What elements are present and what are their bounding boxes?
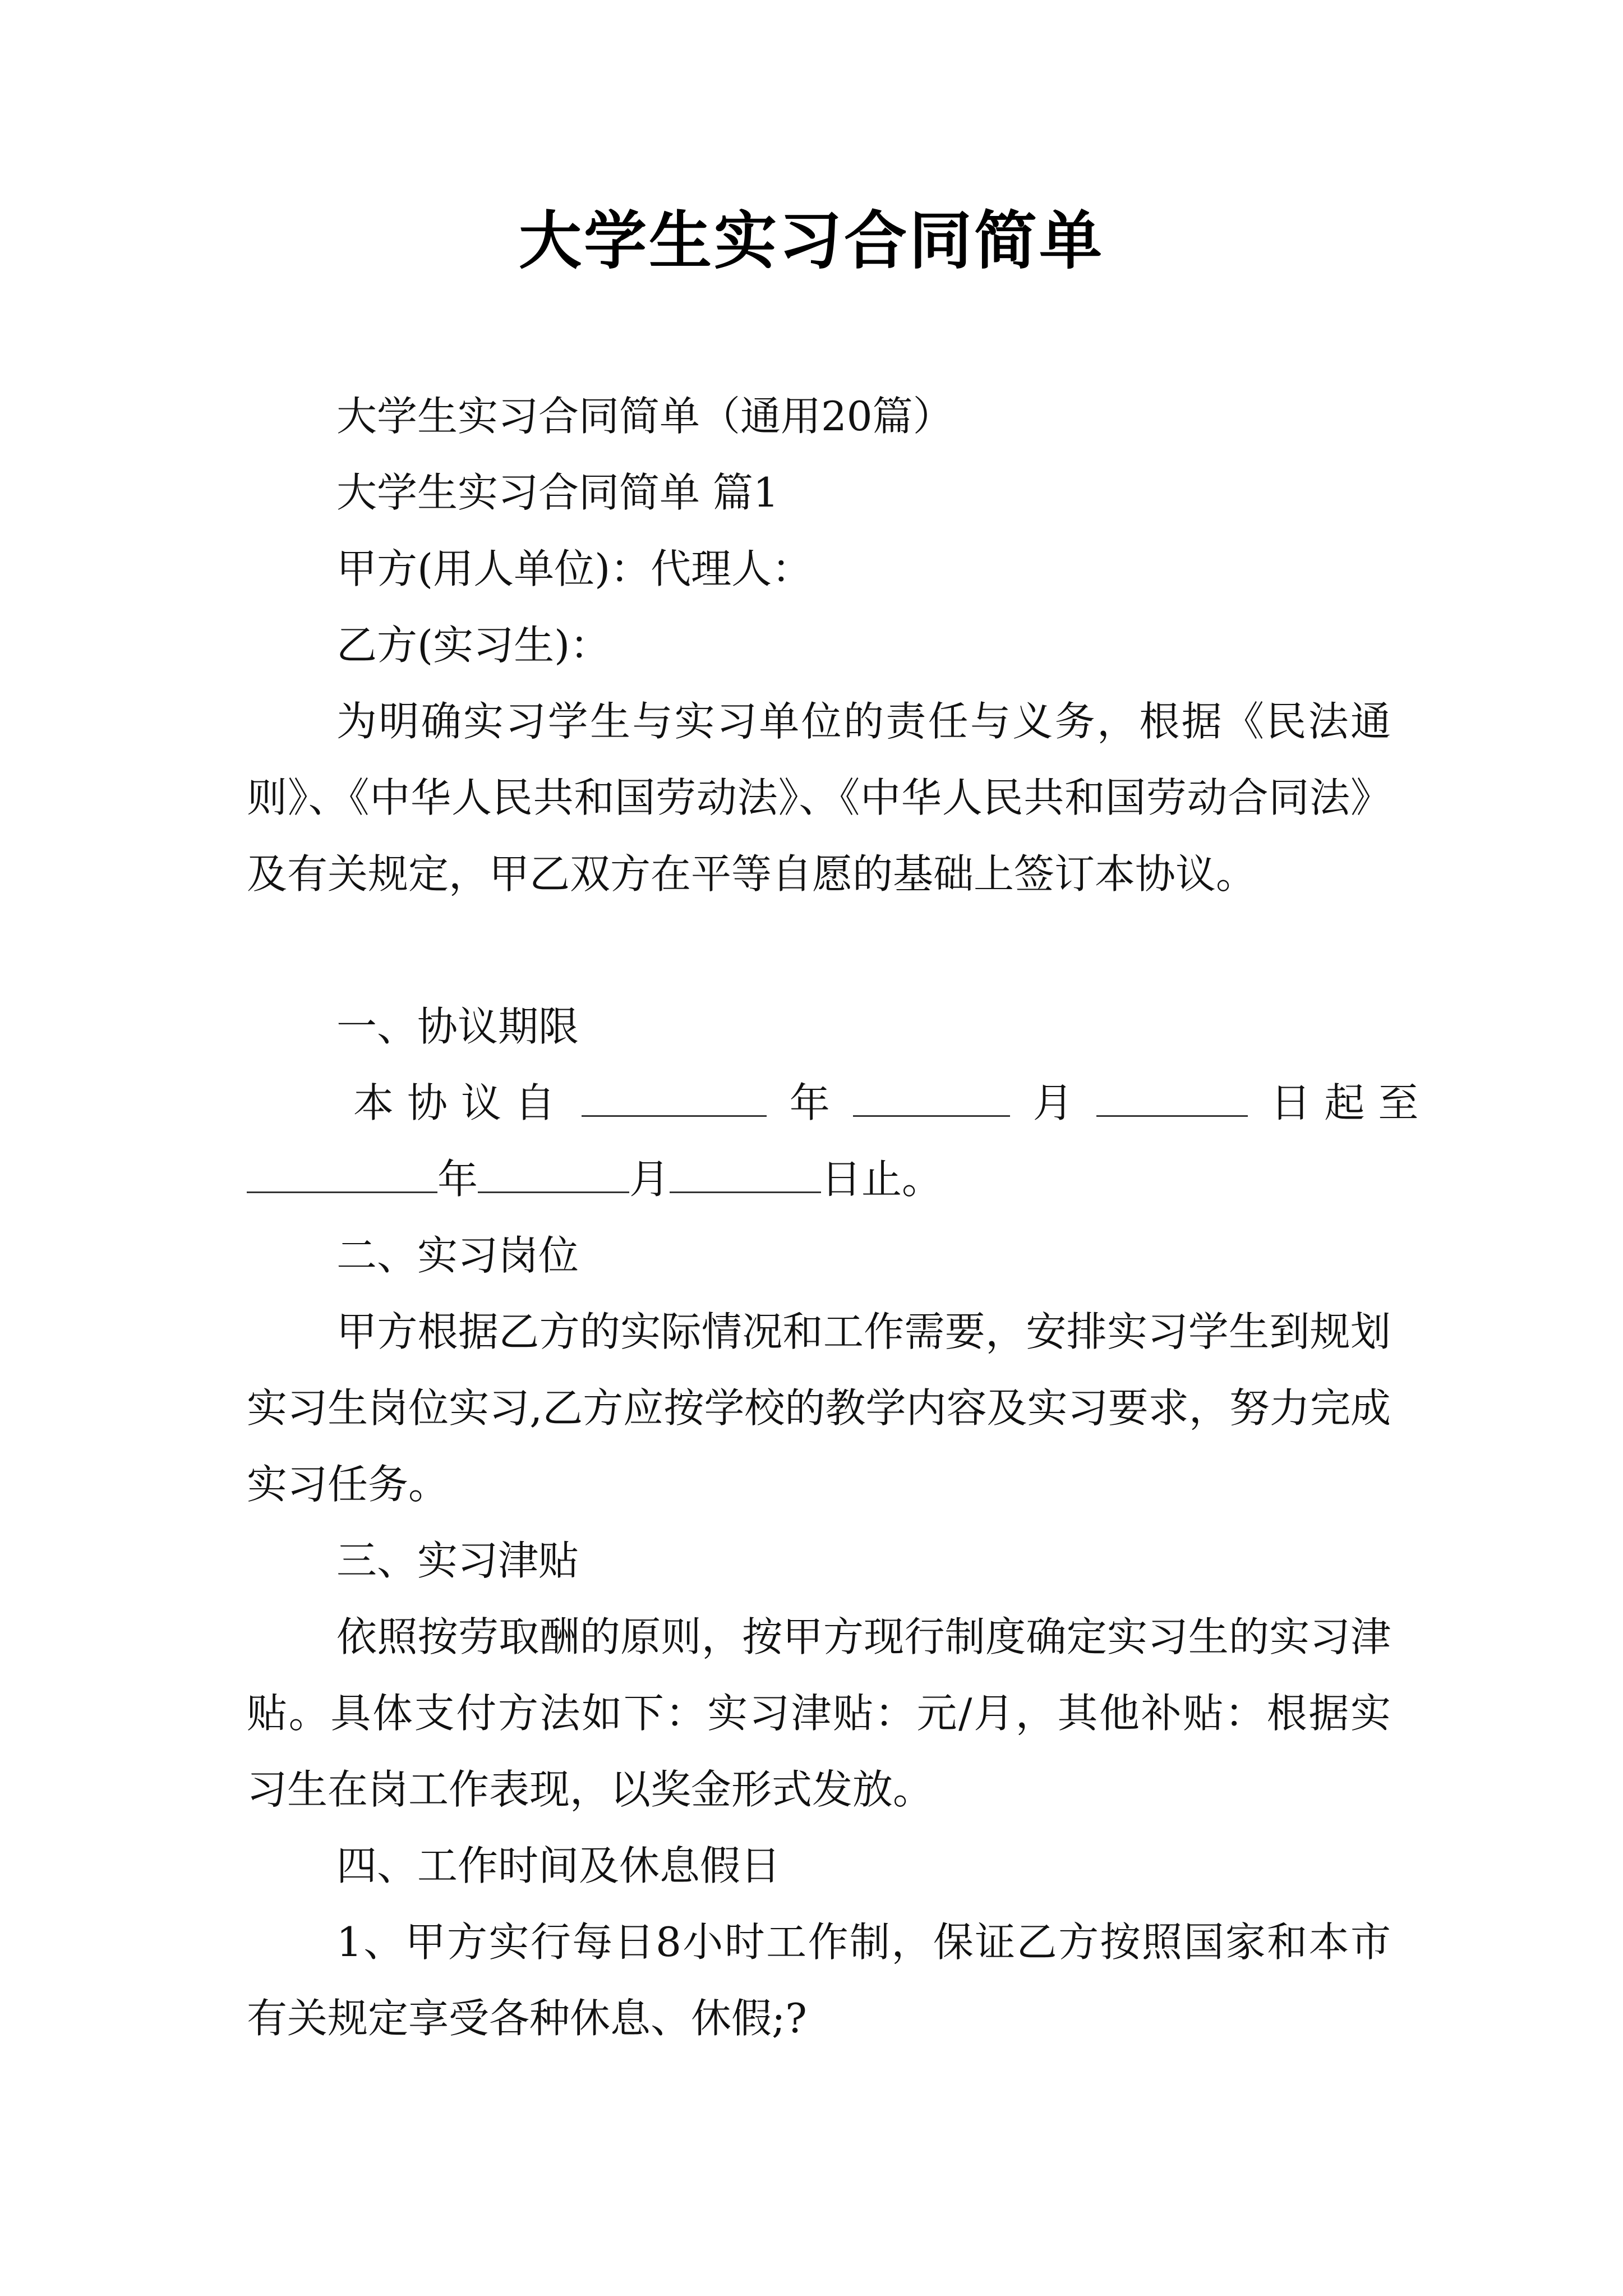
start-year-blank[interactable] (582, 1073, 767, 1117)
term-line-1 (353, 1065, 1432, 1141)
section3-heading: 三、实习津贴 (336, 1537, 579, 1584)
start-day-blank[interactable] (1096, 1073, 1248, 1117)
term-text-end-month: 月 (629, 1156, 670, 1203)
intro-paragraph: 为明确实习学生与实习单位的责任与义务，根据《民法通则》、《中华人民共和国劳动法》、《中华人民共和国劳动合同法》及有关规定，甲乙双方在平等自愿的基础上签订本协议。 (247, 698, 1391, 898)
section1-heading: 一、协议期限 (336, 1003, 579, 1050)
party-b-line: 乙方(实习生)： (336, 622, 611, 669)
term-text-end: 日止。 (821, 1156, 943, 1203)
end-month-blank[interactable] (478, 1149, 629, 1193)
end-day-blank[interactable] (670, 1149, 821, 1193)
part-heading: 大学生实习合同简单 篇1 (336, 469, 779, 516)
term-text-from: 本协议自 (353, 1079, 569, 1126)
term-text-year: 年 (789, 1079, 830, 1126)
term-text-until: 日起至 (1270, 1079, 1432, 1126)
party-a-line: 甲方(用人单位)：代理人： (336, 545, 813, 592)
term-text-month: 月 (1032, 1079, 1073, 1126)
term-line-2 (247, 1141, 1391, 1217)
term-text-end-year: 年 (437, 1156, 478, 1203)
document-title: 大学生实习合同简单 (519, 204, 1104, 278)
section4-item1: 1、甲方实行每日8小时工作制，保证乙方按照国家和本市有关规定享受各种休息、休假;? (247, 1918, 1391, 2042)
end-year-blank[interactable] (247, 1149, 437, 1193)
document-subtitle: 大学生实习合同简单（通用20篇） (336, 393, 953, 440)
section3-body: 依照按劳取酬的原则，按甲方现行制度确定实习生的实习津贴。具体支付方法如下：实习津贴：元/月，其他补贴：根据实习生在岗工作表现，以奖金形式发放。 (247, 1613, 1391, 1813)
section4-heading: 四、工作时间及休息假日 (336, 1842, 781, 1889)
section2-heading: 二、实习岗位 (336, 1232, 579, 1279)
start-month-blank[interactable] (853, 1073, 1010, 1117)
section2-body: 甲方根据乙方的实际情况和工作需要，安排实习学生到规划实习生岗位实习,乙方应按学校的教学内容及实习要求，努力完成实习任务。 (247, 1308, 1391, 1508)
